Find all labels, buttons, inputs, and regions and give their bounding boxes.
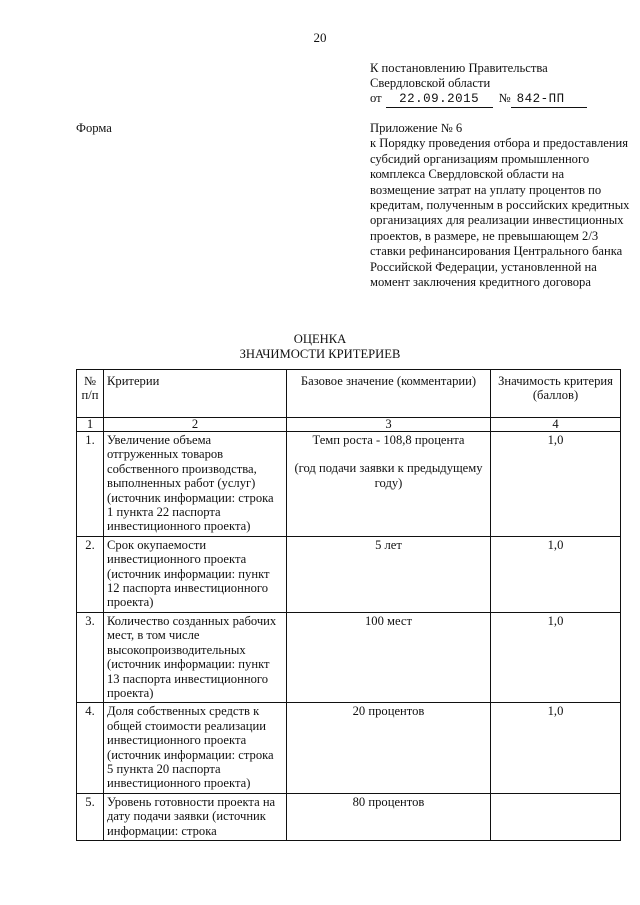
decree-date-row: [370, 91, 620, 108]
page-number: 20: [313, 30, 327, 45]
header-base-value: Базовое значение (комментарии): [287, 370, 491, 418]
table-row: [77, 432, 621, 537]
row-num: 2.: [77, 536, 104, 612]
table-header-row: [77, 370, 621, 418]
decree-date: 22.09.2015: [386, 92, 493, 108]
column-number: 2: [104, 418, 287, 432]
base-value-main: Темп роста - 108,8 процента: [312, 433, 465, 447]
row-score: [491, 793, 621, 840]
table-row: [77, 536, 621, 612]
column-number: 3: [287, 418, 491, 432]
table-row: [77, 703, 621, 793]
table-row: [77, 612, 621, 702]
decree-line-1: К постановлению Правительства: [370, 61, 548, 75]
row-criterion: Количество созданных рабочих мест, в том числе высокопроизводительных (источник информации: пункт 13 паспорта инвестиционного проекта): [104, 612, 287, 702]
row-base-value: 5 лет: [287, 536, 491, 612]
row-base-value: [287, 432, 491, 537]
row-num: 4.: [77, 703, 104, 793]
column-number: 4: [491, 418, 621, 432]
criteria-table: [76, 369, 621, 841]
row-score: 1,0: [491, 612, 621, 702]
header-score: Значимость критерия (баллов): [491, 370, 621, 418]
row-score: 1,0: [491, 703, 621, 793]
row-base-value: 80 процентов: [287, 793, 491, 840]
row-base-value: 20 процентов: [287, 703, 491, 793]
form-label: Форма: [76, 121, 112, 135]
row-num: 5.: [77, 793, 104, 840]
appendix-block: [370, 121, 632, 290]
title-line-2: ЗНАЧИМОСТИ КРИТЕРИЕВ: [239, 347, 401, 361]
decree-number: 842-ПП: [511, 92, 587, 108]
row-score: 1,0: [491, 536, 621, 612]
header-num: № п/п: [77, 370, 104, 418]
header-criteria: Критерии: [104, 370, 287, 418]
appendix-text: к Порядку проведения отбора и предоставления субсидий организациям промышленного комплекса Свердловской области на возмещение затрат на уплату процентов по кредитам, полученным в российских кредитных организациях для реализации инвестиционных проектов, в размере, не превышающем 2/3 ставки рефинансирования Центрального банка Российской Федерации, установленной на момент заключения кредитного договора: [370, 136, 630, 290]
row-num: 3.: [77, 612, 104, 702]
decree-reference: [370, 61, 620, 108]
row-criterion: Срок окупаемости инвестиционного проекта (источник информации: пункт 12 паспорта инвестиционного проекта): [104, 536, 287, 612]
row-criterion: Доля собственных средств к общей стоимости реализации инвестиционного проекта (источник информации: строка 5 пункта 20 паспорта инвестиционного проекта): [104, 703, 287, 793]
appendix-title: Приложение № 6: [370, 121, 463, 135]
decree-number-prefix: №: [498, 91, 511, 105]
column-number-row: [77, 418, 621, 432]
row-criterion: Увеличение объема отгруженных товаров собственного производства, выполненных работ (услуг) (источник информации: строка 1 пункта 22 паспорта инвестиционного проекта): [104, 432, 287, 537]
title-line-1: ОЦЕНКА: [293, 332, 347, 346]
decree-date-prefix: от: [370, 91, 382, 105]
row-num: 1.: [77, 432, 104, 537]
base-value-comment: (год подачи заявки к предыдущему году): [294, 461, 483, 490]
row-criterion: Уровень готовности проекта на дату подачи заявки (источник информации: строка: [104, 793, 287, 840]
decree-line-2: Свердловской области: [370, 76, 491, 90]
table-row: [77, 793, 621, 840]
row-base-value: 100 мест: [287, 612, 491, 702]
row-score: 1,0: [491, 432, 621, 537]
document-title: [0, 332, 640, 362]
column-number: 1: [77, 418, 104, 432]
